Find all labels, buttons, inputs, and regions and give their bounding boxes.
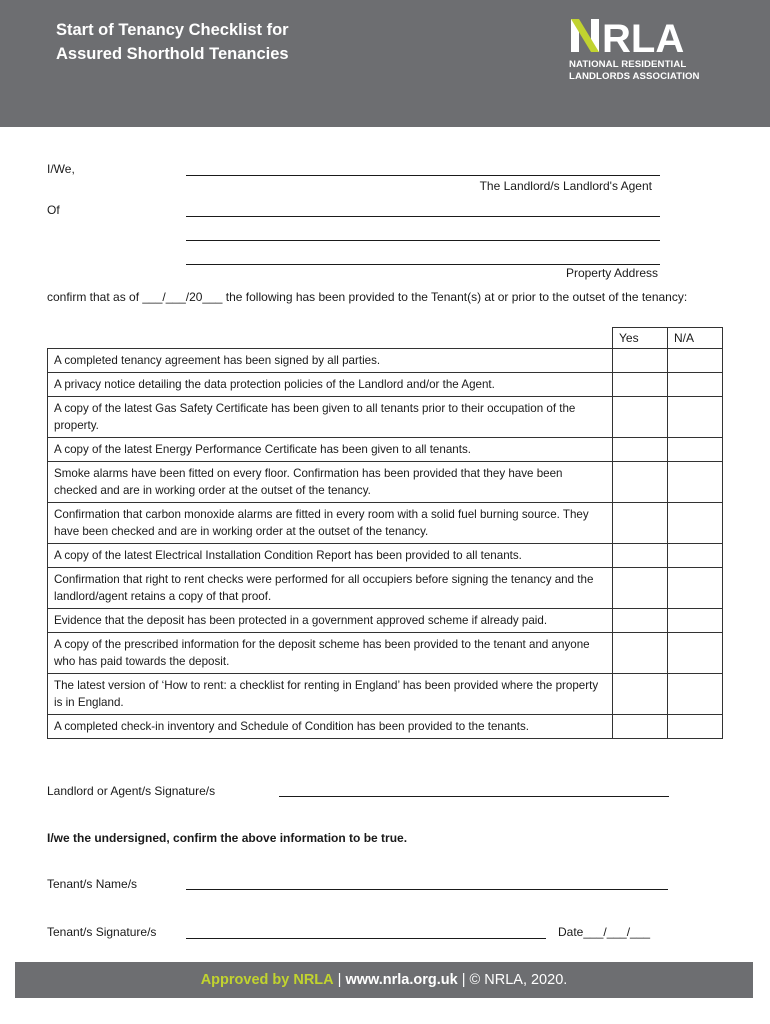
item-text: A completed check-in inventory and Schedule of Condition has been provided to the tenants. bbox=[48, 715, 613, 739]
table-header-row bbox=[48, 328, 723, 349]
logo-sub-line-1: NATIONAL RESIDENTIAL bbox=[569, 59, 687, 70]
table-row bbox=[48, 438, 723, 462]
na-checkbox[interactable] bbox=[668, 544, 723, 568]
undersigned-statement: I/we the undersigned, confirm the above information to be true. bbox=[47, 831, 408, 845]
table-row bbox=[48, 715, 723, 739]
item-text: Confirmation that right to rent checks were performed for all occupiers before signing the tenancy and the landlord/agent retains a copy of that proof. bbox=[48, 568, 613, 609]
item-text: A copy of the latest Energy Performance Certificate has been given to all tenants. bbox=[48, 438, 613, 462]
na-checkbox[interactable] bbox=[668, 373, 723, 397]
header-empty bbox=[48, 328, 613, 349]
yes-checkbox[interactable] bbox=[613, 674, 668, 715]
table-row bbox=[48, 503, 723, 544]
na-checkbox[interactable] bbox=[668, 715, 723, 739]
address-line-3[interactable] bbox=[186, 264, 660, 265]
table-row bbox=[48, 674, 723, 715]
na-checkbox[interactable] bbox=[668, 568, 723, 609]
landlord-name-line[interactable] bbox=[186, 175, 660, 176]
na-checkbox[interactable] bbox=[668, 633, 723, 674]
tenant-name-label: Tenant/s Name/s bbox=[47, 877, 138, 891]
footer-separator-1: | bbox=[333, 972, 346, 988]
property-caption: Property Address bbox=[565, 266, 658, 280]
na-checkbox[interactable] bbox=[668, 503, 723, 544]
header-na: N/A bbox=[668, 328, 723, 349]
table-row bbox=[48, 568, 723, 609]
yes-checkbox[interactable] bbox=[613, 715, 668, 739]
na-checkbox[interactable] bbox=[668, 609, 723, 633]
table-row bbox=[48, 633, 723, 674]
item-text: A privacy notice detailing the data protection policies of the Landlord and/or the Agent. bbox=[48, 373, 613, 397]
item-text: Evidence that the deposit has been protected in a government approved scheme if already paid. bbox=[48, 609, 613, 633]
item-text: A copy of the latest Gas Safety Certificate has been given to all tenants prior to their occupation of the property. bbox=[48, 397, 613, 438]
footer-url[interactable]: www.nrla.org.uk bbox=[345, 972, 458, 988]
item-text: A copy of the latest Electrical Installation Condition Report has been provided to all tenants. bbox=[48, 544, 613, 568]
yes-checkbox[interactable] bbox=[613, 462, 668, 503]
item-text: A copy of the prescribed information for the deposit scheme has been provided to the tenant and anyone who has paid towards the deposit. bbox=[48, 633, 613, 674]
yes-checkbox[interactable] bbox=[613, 349, 668, 373]
table-row bbox=[48, 373, 723, 397]
landlord-signature-line[interactable] bbox=[279, 796, 669, 797]
footer-separator-2: | bbox=[457, 972, 470, 988]
address-line-2[interactable] bbox=[186, 240, 660, 241]
item-text: Confirmation that carbon monoxide alarms are fitted in every room with a solid fuel burning source. They have been checked and are in working order at the outset of the tenancy. bbox=[48, 503, 613, 544]
yes-checkbox[interactable] bbox=[613, 397, 668, 438]
item-text: A completed tenancy agreement has been signed by all parties. bbox=[48, 349, 613, 373]
item-text: The latest version of ‘How to rent: a checklist for renting in England’ has been provided where the property is in England. bbox=[48, 674, 613, 715]
title-line-2: Assured Shorthold Tenancies bbox=[56, 45, 289, 63]
address-line-1[interactable] bbox=[186, 216, 660, 217]
table-row bbox=[48, 609, 723, 633]
logo-sub-line-2: LANDLORDS ASSOCIATION bbox=[569, 71, 700, 82]
table-row bbox=[48, 349, 723, 373]
yes-checkbox[interactable] bbox=[613, 568, 668, 609]
yes-checkbox[interactable] bbox=[613, 373, 668, 397]
table-row bbox=[48, 397, 723, 438]
item-text: Smoke alarms have been fitted on every floor. Confirmation has been provided that they have been checked and are in working order at the outset of the tenancy. bbox=[48, 462, 613, 503]
checklist-table bbox=[47, 327, 723, 739]
tenant-signature-label: Tenant/s Signature/s bbox=[47, 925, 157, 939]
na-checkbox[interactable] bbox=[668, 349, 723, 373]
yes-checkbox[interactable] bbox=[613, 544, 668, 568]
footer-copyright: © NRLA, 2020. bbox=[469, 972, 568, 988]
landlord-caption: The Landlord/s Landlord's Agent bbox=[479, 179, 652, 193]
na-checkbox[interactable] bbox=[668, 438, 723, 462]
yes-checkbox[interactable] bbox=[613, 438, 668, 462]
yes-checkbox[interactable] bbox=[613, 633, 668, 674]
footer bbox=[15, 962, 753, 998]
tenant-name-line[interactable] bbox=[186, 889, 668, 890]
table-row bbox=[48, 462, 723, 503]
landlord-signature-label: Landlord or Agent/s Signature/s bbox=[47, 784, 216, 798]
footer-approved: Approved by NRLA bbox=[200, 972, 334, 988]
na-checkbox[interactable] bbox=[668, 674, 723, 715]
logo-letter-n bbox=[571, 19, 599, 52]
tenant-signature-line[interactable] bbox=[186, 938, 546, 939]
yes-checkbox[interactable] bbox=[613, 609, 668, 633]
yes-checkbox[interactable] bbox=[613, 503, 668, 544]
na-checkbox[interactable] bbox=[668, 397, 723, 438]
header-yes: Yes bbox=[613, 328, 668, 349]
property-label: Of bbox=[47, 203, 60, 217]
page-title bbox=[56, 18, 289, 66]
logo-letters-rla: RLA bbox=[602, 17, 685, 61]
na-checkbox[interactable] bbox=[668, 462, 723, 503]
table-row bbox=[48, 544, 723, 568]
confirm-text: confirm that as of ___/___/20___ the following has been provided to the Tenant(s) at or prior to the outset of the tenancy: bbox=[47, 290, 688, 304]
date-field[interactable]: Date___/___/___ bbox=[558, 925, 651, 939]
landlord-label: I/We, bbox=[47, 162, 75, 176]
logo-subtitle bbox=[569, 59, 700, 83]
title-line-1: Start of Tenancy Checklist for bbox=[56, 21, 289, 39]
